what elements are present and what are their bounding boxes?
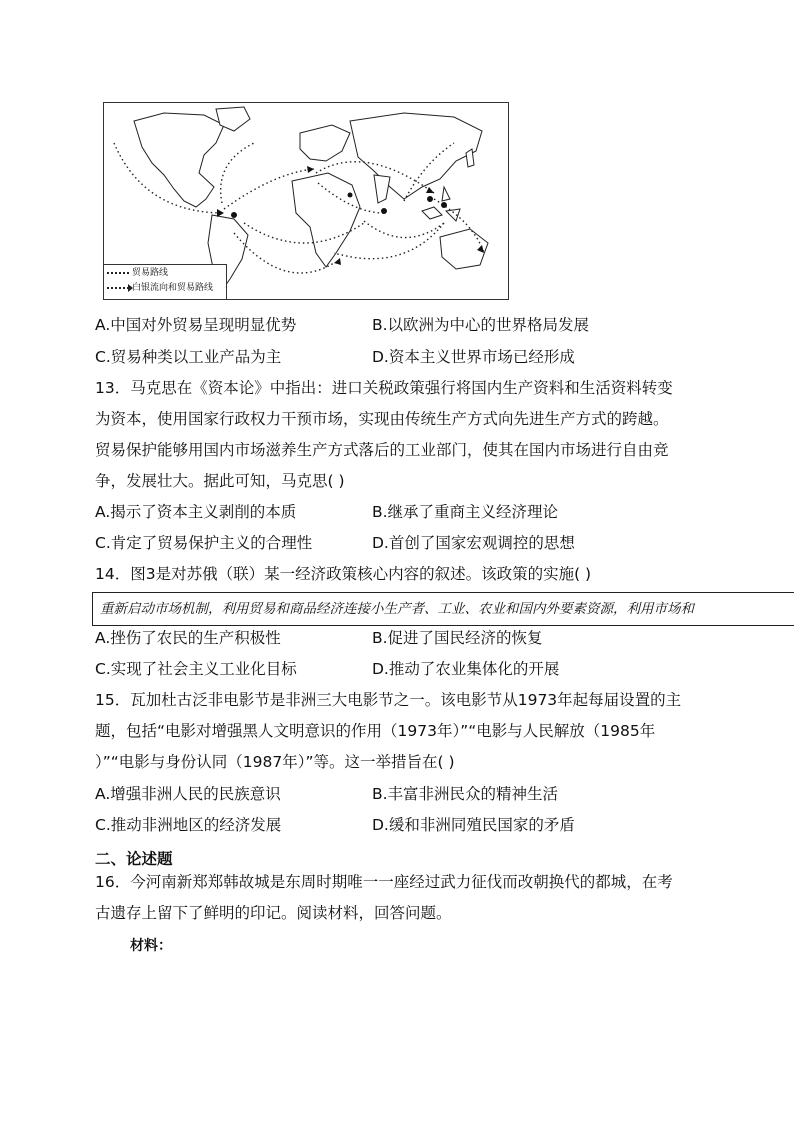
map-legend	[104, 264, 227, 299]
legend-trade-label: 贸易路线	[132, 267, 169, 278]
asia-shape	[350, 113, 482, 199]
trade-node	[231, 212, 237, 218]
route-arrow	[217, 209, 224, 217]
india-shape	[374, 175, 390, 203]
q12-option-c: C.贸易种类以工业产品为主	[95, 348, 282, 366]
route-arrow	[426, 187, 434, 193]
q15-option-d: D.缓和非洲同殖民国家的矛盾	[372, 816, 575, 834]
trade-node	[441, 202, 447, 208]
legend-silver-label: 白银流向和贸易路线	[132, 282, 214, 293]
q16-stem-line1: 16．今河南新郑郑韩故城是东周时期唯一一座经过武力征伐而改朝换代的都城，在考	[95, 873, 673, 891]
q12-option-d: D.资本主义世界市场已经形成	[372, 348, 575, 366]
q16-stem-line2: 古遗存上留下了鲜明的印记。阅读材料，回答问题。	[95, 904, 452, 922]
africa-shape	[292, 173, 360, 267]
q14-option-d: D.推动了农业集体化的开展	[372, 660, 560, 678]
japan-shape	[466, 149, 474, 167]
q14-option-c: C.实现了社会主义工业化目标	[95, 660, 297, 678]
q15-stem-line1: 15．瓦加杜古泛非电影节是非洲三大电影节之一。该电影节从1973年起每届设置的主	[95, 691, 682, 709]
dotted-line-icon	[107, 272, 129, 274]
q14-stem: 14．图3是对苏俄（联）某一经济政策核心内容的叙述。该政策的实施( )	[95, 565, 592, 583]
dotted-arrow-icon	[107, 287, 129, 289]
q13-option-d: D.首创了国家宏观调控的思想	[372, 534, 575, 552]
route-arrow	[307, 166, 314, 173]
q12-option-b: B.以欧洲为中心的世界格局发展	[372, 316, 590, 334]
world-trade-map	[103, 102, 509, 300]
legend-trade-row	[104, 265, 226, 280]
q14-option-b: B.促进了国民经济的恢复	[372, 629, 543, 647]
q12-option-a: A.中国对外贸易呈现明显优势	[95, 316, 297, 334]
q15-option-a: A.增强非洲人民的民族意识	[95, 785, 281, 803]
q15-stem-line3: ）”“电影与身份认同（1987年）”等。这一举措旨在( )	[95, 753, 455, 771]
q14-option-a: A.挫伤了农民的生产积极性	[95, 629, 281, 647]
route-arrow	[334, 258, 341, 265]
north-america-shape	[134, 113, 224, 207]
europe-shape	[300, 125, 350, 161]
q13-option-a: A.揭示了资本主义剥削的本质	[95, 503, 297, 521]
q15-option-c: C.推动非洲地区的经济发展	[95, 816, 282, 834]
trade-node	[427, 196, 433, 202]
q13-option-b: B.继承了重商主义经济理论	[372, 503, 559, 521]
q13-stem-line2: 为资本，使用国家行政权力干预市场，实现由传统生产方式向先进生产方式的跨越。	[95, 410, 669, 428]
route-line	[364, 221, 444, 238]
section-heading: 二、论述题	[95, 850, 173, 868]
trade-node	[381, 208, 387, 214]
q15-option-b: B.丰富非洲民众的精神生活	[372, 785, 559, 803]
q13-stem-line3: 贸易保护能够用国内市场滋养生产方式落后的工业部门，使其在国内市场进行自由竞	[95, 441, 669, 459]
route-line	[221, 143, 254, 203]
legend-silver-row	[104, 280, 226, 295]
q13-stem-line1: 13．马克思在《资本论》中指出：进口关税政策强行将国内生产资料和生活资料转变	[95, 379, 673, 397]
q14-figure-box: 重新启动市场机制，利用贸易和商品经济连接小生产者、工业、农业和国内外要素资源，利用市场和	[92, 592, 794, 626]
q13-stem-line4: 争，发展壮大。据此可知，马克思( )	[95, 472, 345, 490]
q15-stem-line2: 题，包括“电影对增强黑人文明意识的作用（1973年）”“电影与人民解放（1985年	[95, 722, 656, 740]
trade-node	[348, 193, 353, 198]
q13-option-c: C.肯定了贸易保护主义的合理性	[95, 534, 313, 552]
material-label: 材料：	[130, 938, 172, 954]
